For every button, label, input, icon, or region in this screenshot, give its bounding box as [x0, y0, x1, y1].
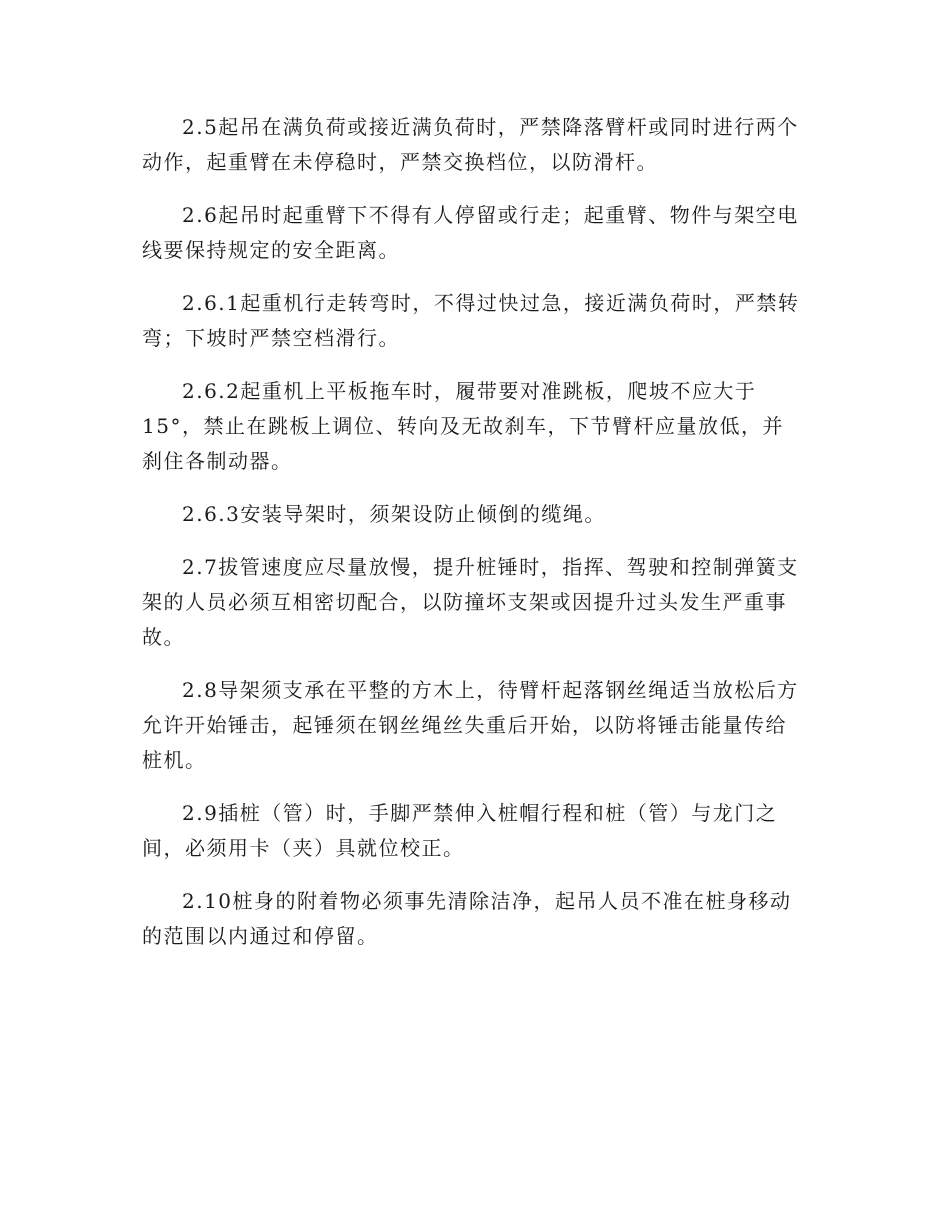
paragraph-line: 2.10桩身的附着物必须事先清除洁净，起吊人员不准在桩身移动: [182, 889, 792, 913]
paragraph-2-7: [142, 550, 814, 655]
paragraph-line: 允许开始锤击，起锤须在钢丝绳丝失重后开始，以防将锤击能量传给: [142, 713, 787, 737]
paragraph-line: 动作，起重臂在未停稳时，严禁交换档位，以防滑杆。: [142, 150, 658, 174]
paragraph-line: 15°，禁止在跳板上调位、转向及无故刹车，下节臂杆应量放低，并: [142, 414, 784, 438]
paragraph-line: 2.8导架须支承在平整的方木上，待臂杆起落钢丝绳适当放松后方: [182, 678, 799, 702]
paragraph-line: 2.6.3安装导架时，须架设防止倾倒的缆绳。: [182, 502, 606, 526]
paragraph-line: 2.7拔管速度应尽量放慢，提升桩锤时，指挥、驾驶和控制弹簧支: [182, 555, 799, 579]
paragraph-2-6-2: [142, 374, 814, 479]
paragraph-line: 刹住各制动器。: [142, 449, 293, 473]
paragraph-line: 桩机。: [142, 748, 207, 772]
paragraph-2-10: [142, 884, 814, 954]
paragraph-2-5: [142, 110, 814, 180]
paragraph-2-6: [142, 198, 814, 268]
paragraph-2-6-1: [142, 286, 814, 356]
paragraph-line: 的范围以内通过和停留。: [142, 924, 379, 948]
paragraph-line: 线要保持规定的安全距离。: [142, 238, 400, 262]
document-body: [142, 110, 814, 972]
paragraph-line: 弯；下坡时严禁空档滑行。: [142, 326, 400, 350]
paragraph-line: 2.6起吊时起重臂下不得有人停留或行走；起重臂、物件与架空电: [182, 203, 799, 227]
paragraph-2-6-3: [142, 497, 814, 532]
paragraph-2-9: [142, 796, 814, 866]
paragraph-2-8: [142, 673, 814, 778]
paragraph-line: 2.6.2起重机上平板拖车时，履带要对准跳板，爬坡不应大于: [182, 379, 757, 403]
paragraph-line: 2.9插桩（管）时，手脚严禁伸入桩帽行程和桩（管）与龙门之: [182, 801, 778, 825]
paragraph-line: 架的人员必须互相密切配合，以防撞坏支架或因提升过头发生严重事: [142, 590, 787, 614]
paragraph-line: 2.6.1起重机行走转弯时，不得过快过急，接近满负荷时，严禁转: [182, 291, 800, 315]
paragraph-line: 间，必须用卡（夹）具就位校正。: [142, 836, 465, 860]
paragraph-line: 2.5起吊在满负荷或接近满负荷时，严禁降落臂杆或同时进行两个: [182, 115, 799, 139]
paragraph-line: 故。: [142, 625, 185, 649]
